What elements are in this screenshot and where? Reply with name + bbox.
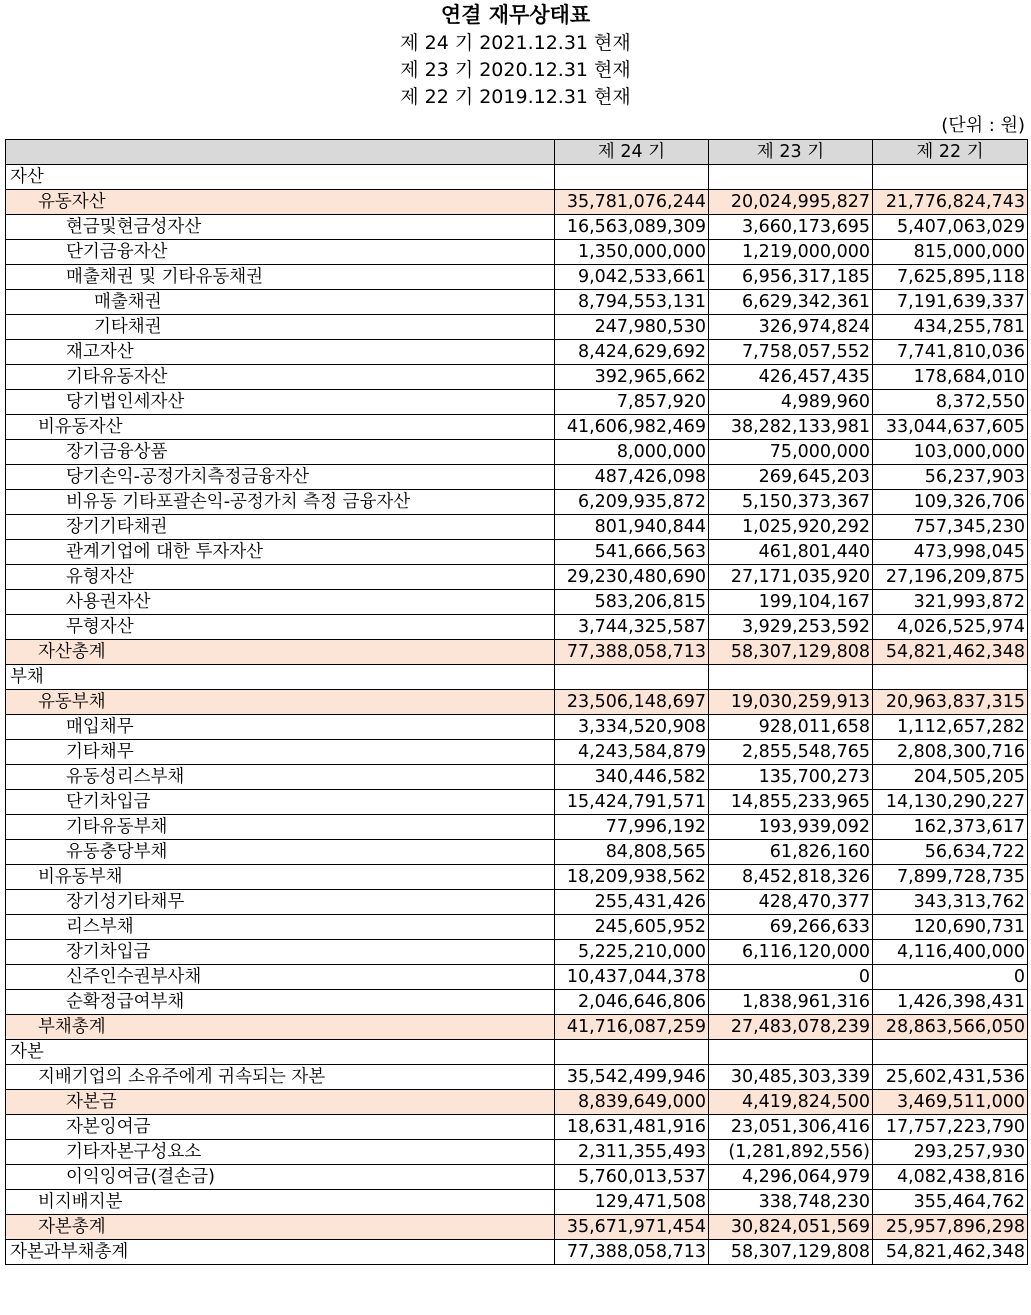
value-period-23: 30,485,303,339 [709,1065,873,1090]
value-period-22: 25,602,431,536 [873,1065,1028,1090]
value-period-23: 1,025,920,292 [709,515,873,540]
table-row [6,1040,1028,1065]
table-row [6,815,1028,840]
value-period-23 [709,665,873,690]
account-label: 기타유동자산 [6,365,555,390]
value-period-24: 41,716,087,259 [555,1015,709,1040]
table-row [6,865,1028,890]
table-row [6,615,1028,640]
value-period-22 [873,165,1028,190]
value-period-24: 8,424,629,692 [555,340,709,365]
value-period-24: 16,563,089,309 [555,215,709,240]
account-label: 매입채무 [6,715,555,740]
table-row [6,1215,1028,1240]
account-label: 장기차입금 [6,940,555,965]
unit-label: (단위 : 원) [941,115,1025,136]
value-period-24: 29,230,480,690 [555,565,709,590]
table-row [6,190,1028,215]
value-period-22: 343,313,762 [873,890,1028,915]
account-label: 유동충당부채 [6,840,555,865]
value-period-24: 583,206,815 [555,590,709,615]
value-period-23: 6,956,317,185 [709,265,873,290]
value-period-22: 7,625,895,118 [873,265,1028,290]
value-period-23: 14,855,233,965 [709,790,873,815]
value-period-23: 38,282,133,981 [709,415,873,440]
account-label: 기타유동부채 [6,815,555,840]
value-period-23: 61,826,160 [709,840,873,865]
value-period-22: 56,634,722 [873,840,1028,865]
value-period-22: 33,044,637,605 [873,415,1028,440]
table-row [6,665,1028,690]
value-period-24: 5,225,210,000 [555,940,709,965]
account-label: 이익잉여금(결손금) [6,1165,555,1190]
period-23: 제 23 기 2020.12.31 현재 [400,59,631,81]
table-row [6,765,1028,790]
value-period-22: 434,255,781 [873,315,1028,340]
table-row [6,415,1028,440]
value-period-23: 3,929,253,592 [709,615,873,640]
account-label: 사용권자산 [6,590,555,615]
value-period-23: 193,939,092 [709,815,873,840]
value-period-24: 8,000,000 [555,440,709,465]
value-period-23: 428,470,377 [709,890,873,915]
value-period-24: 487,426,098 [555,465,709,490]
value-period-23: (1,281,892,556) [709,1140,873,1165]
value-period-24: 35,781,076,244 [555,190,709,215]
value-period-22: 7,741,810,036 [873,340,1028,365]
value-period-24: 7,857,920 [555,390,709,415]
value-period-22: 21,776,824,743 [873,190,1028,215]
value-period-23: 4,989,960 [709,390,873,415]
table-row [6,790,1028,815]
value-period-22: 17,757,223,790 [873,1115,1028,1140]
account-label: 매출채권 및 기타유동채권 [6,265,555,290]
value-period-23: 58,307,129,808 [709,1240,873,1265]
value-period-22: 0 [873,965,1028,990]
table-row [6,965,1028,990]
value-period-22: 27,196,209,875 [873,565,1028,590]
value-period-24: 77,996,192 [555,815,709,840]
value-period-22: 355,464,762 [873,1190,1028,1215]
value-period-24: 41,606,982,469 [555,415,709,440]
value-period-24: 9,042,533,661 [555,265,709,290]
value-period-24: 340,446,582 [555,765,709,790]
value-period-23: 199,104,167 [709,590,873,615]
value-period-22: 3,469,511,000 [873,1090,1028,1115]
table-row [6,1165,1028,1190]
value-period-23: 2,855,548,765 [709,740,873,765]
account-label: 당기법인세자산 [6,390,555,415]
value-period-22: 54,821,462,348 [873,1240,1028,1265]
value-period-24: 35,542,499,946 [555,1065,709,1090]
table-row [6,1115,1028,1140]
header-period-23: 제 23 기 [709,140,873,165]
account-label: 유동자산 [6,190,555,215]
header-period-22: 제 22 기 [873,140,1028,165]
value-period-22: 103,000,000 [873,440,1028,465]
table-row [6,840,1028,865]
account-label: 당기손익-공정가치측정금융자산 [6,465,555,490]
value-period-24: 10,437,044,378 [555,965,709,990]
account-label: 자본잉여금 [6,1115,555,1140]
value-period-22: 28,863,566,050 [873,1015,1028,1040]
account-label: 기타자본구성요소 [6,1140,555,1165]
table-row [6,1090,1028,1115]
table-row [6,990,1028,1015]
table-row [6,1240,1028,1265]
value-period-23: 426,457,435 [709,365,873,390]
value-period-22: 4,082,438,816 [873,1165,1028,1190]
value-period-23 [709,1040,873,1065]
header-account [6,140,555,165]
table-body [6,165,1028,1265]
account-label: 장기기타채권 [6,515,555,540]
value-period-23: 20,024,995,827 [709,190,873,215]
account-label: 장기성기타채무 [6,890,555,915]
account-label: 유동성리스부채 [6,765,555,790]
table-row [6,465,1028,490]
value-period-24: 255,431,426 [555,890,709,915]
account-label: 자산 [6,165,555,190]
table-row [6,690,1028,715]
value-period-22: 4,026,525,974 [873,615,1028,640]
value-period-22: 815,000,000 [873,240,1028,265]
value-period-22: 56,237,903 [873,465,1028,490]
account-label: 기타채권 [6,315,555,340]
value-period-23 [709,165,873,190]
value-period-22: 1,426,398,431 [873,990,1028,1015]
period-24: 제 24 기 2021.12.31 현재 [400,32,631,54]
value-period-22: 120,690,731 [873,915,1028,940]
value-period-24: 129,471,508 [555,1190,709,1215]
account-label: 유형자산 [6,565,555,590]
value-period-24: 35,671,971,454 [555,1215,709,1240]
value-period-23: 269,645,203 [709,465,873,490]
account-label: 지배기업의 소유주에게 귀속되는 자본 [6,1065,555,1090]
table-row [6,1140,1028,1165]
value-period-24: 77,388,058,713 [555,1240,709,1265]
table-row [6,1190,1028,1215]
value-period-22 [873,665,1028,690]
value-period-24: 18,209,938,562 [555,865,709,890]
account-label: 단기차입금 [6,790,555,815]
value-period-24: 5,760,013,537 [555,1165,709,1190]
account-label: 재고자산 [6,340,555,365]
account-label: 신주인수권부사채 [6,965,555,990]
table-row [6,215,1028,240]
table-row [6,390,1028,415]
value-period-22: 1,112,657,282 [873,715,1028,740]
table-row [6,915,1028,940]
table-row [6,365,1028,390]
value-period-23: 69,266,633 [709,915,873,940]
value-period-24: 84,808,565 [555,840,709,865]
value-period-22: 2,808,300,716 [873,740,1028,765]
value-period-22: 14,130,290,227 [873,790,1028,815]
value-period-22: 25,957,896,298 [873,1215,1028,1240]
document-title: 연결 재무상태표 [440,3,591,27]
account-label: 기타채무 [6,740,555,765]
value-period-22: 4,116,400,000 [873,940,1028,965]
table-header-row [6,140,1028,165]
value-period-22: 7,899,728,735 [873,865,1028,890]
value-period-23: 30,824,051,569 [709,1215,873,1240]
table-row [6,1015,1028,1040]
account-label: 부채 [6,665,555,690]
value-period-24: 247,980,530 [555,315,709,340]
value-period-23: 461,801,440 [709,540,873,565]
value-period-22: 20,963,837,315 [873,690,1028,715]
account-label: 자본과부채총계 [6,1240,555,1265]
value-period-23: 4,419,824,500 [709,1090,873,1115]
value-period-22: 162,373,617 [873,815,1028,840]
value-period-22: 5,407,063,029 [873,215,1028,240]
account-label: 관계기업에 대한 투자자산 [6,540,555,565]
value-period-23: 326,974,824 [709,315,873,340]
value-period-24: 8,794,553,131 [555,290,709,315]
value-period-23: 1,838,961,316 [709,990,873,1015]
value-period-22: 178,684,010 [873,365,1028,390]
account-label: 자본금 [6,1090,555,1115]
table-row [6,1065,1028,1090]
value-period-24 [555,165,709,190]
account-label: 자본총계 [6,1215,555,1240]
account-label: 자산총계 [6,640,555,665]
value-period-22: 757,345,230 [873,515,1028,540]
value-period-24: 2,046,646,806 [555,990,709,1015]
value-period-22: 321,993,872 [873,590,1028,615]
value-period-23: 135,700,273 [709,765,873,790]
value-period-22: 473,998,045 [873,540,1028,565]
table-row [6,265,1028,290]
value-period-24: 23,506,148,697 [555,690,709,715]
value-period-24: 392,965,662 [555,365,709,390]
value-period-24: 18,631,481,916 [555,1115,709,1140]
value-period-23: 27,171,035,920 [709,565,873,590]
period-22: 제 22 기 2019.12.31 현재 [400,86,631,108]
account-label: 비지배지분 [6,1190,555,1215]
value-period-23: 0 [709,965,873,990]
value-period-22: 7,191,639,337 [873,290,1028,315]
value-period-23: 6,629,342,361 [709,290,873,315]
value-period-24: 6,209,935,872 [555,490,709,515]
value-period-22 [873,1040,1028,1065]
value-period-24 [555,665,709,690]
account-label: 비유동자산 [6,415,555,440]
table-row [6,715,1028,740]
account-label: 매출채권 [6,290,555,315]
table-row [6,565,1028,590]
value-period-24: 541,666,563 [555,540,709,565]
value-period-24: 3,334,520,908 [555,715,709,740]
account-label: 장기금융상품 [6,440,555,465]
value-period-22: 8,372,550 [873,390,1028,415]
table-row [6,640,1028,665]
table-row [6,165,1028,190]
table-row [6,240,1028,265]
account-label: 부채총계 [6,1015,555,1040]
value-period-24: 8,839,649,000 [555,1090,709,1115]
value-period-24: 4,243,584,879 [555,740,709,765]
value-period-23: 19,030,259,913 [709,690,873,715]
value-period-24: 3,744,325,587 [555,615,709,640]
table-row [6,740,1028,765]
value-period-23: 23,051,306,416 [709,1115,873,1140]
value-period-23: 1,219,000,000 [709,240,873,265]
table-row [6,490,1028,515]
value-period-24: 2,311,355,493 [555,1140,709,1165]
value-period-23: 4,296,064,979 [709,1165,873,1190]
table-row [6,890,1028,915]
value-period-24: 1,350,000,000 [555,240,709,265]
value-period-23: 338,748,230 [709,1190,873,1215]
table-row [6,590,1028,615]
value-period-23: 6,116,120,000 [709,940,873,965]
value-period-24 [555,1040,709,1065]
header-period-24: 제 24 기 [555,140,709,165]
value-period-23: 7,758,057,552 [709,340,873,365]
account-label: 무형자산 [6,615,555,640]
table-row [6,315,1028,340]
value-period-22: 54,821,462,348 [873,640,1028,665]
value-period-23: 27,483,078,239 [709,1015,873,1040]
value-period-24: 801,940,844 [555,515,709,540]
account-label: 비유동 기타포괄손익-공정가치 측정 금융자산 [6,490,555,515]
value-period-23: 3,660,173,695 [709,215,873,240]
account-label: 유동부채 [6,690,555,715]
table-row [6,340,1028,365]
value-period-23: 58,307,129,808 [709,640,873,665]
account-label: 자본 [6,1040,555,1065]
account-label: 리스부채 [6,915,555,940]
table-row [6,515,1028,540]
value-period-24: 245,605,952 [555,915,709,940]
value-period-22: 109,326,706 [873,490,1028,515]
table-row [6,540,1028,565]
balance-sheet-table [5,139,1028,1265]
table-row [6,940,1028,965]
account-label: 단기금융자산 [6,240,555,265]
value-period-22: 293,257,930 [873,1140,1028,1165]
value-period-22: 204,505,205 [873,765,1028,790]
account-label: 비유동부채 [6,865,555,890]
value-period-23: 928,011,658 [709,715,873,740]
table-row [6,440,1028,465]
value-period-23: 8,452,818,326 [709,865,873,890]
value-period-23: 75,000,000 [709,440,873,465]
value-period-24: 77,388,058,713 [555,640,709,665]
value-period-24: 15,424,791,571 [555,790,709,815]
account-label: 현금및현금성자산 [6,215,555,240]
value-period-23: 5,150,373,367 [709,490,873,515]
table-row [6,290,1028,315]
account-label: 순확정급여부채 [6,990,555,1015]
